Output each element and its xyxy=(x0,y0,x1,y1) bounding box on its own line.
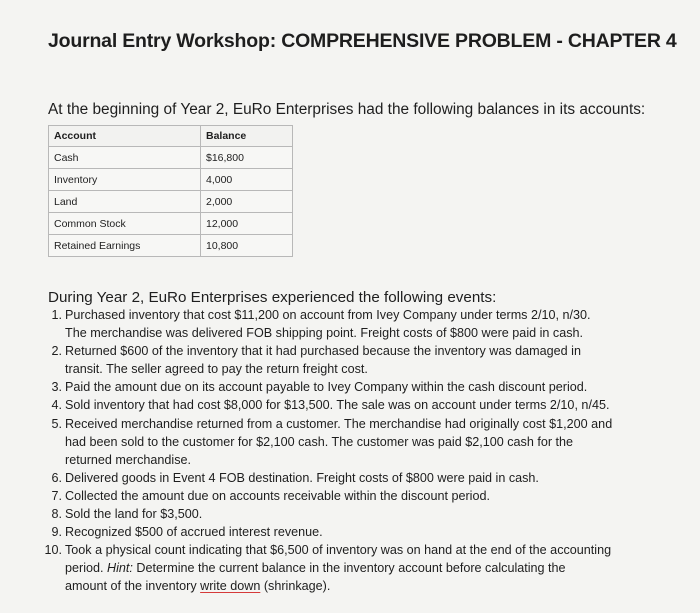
event-line: Collected the amount due on accounts receivable within the discount period. xyxy=(65,488,490,503)
table-row xyxy=(49,147,293,169)
event-line: Delivered goods in Event 4 FOB destination. Freight costs of $800 were paid in cash. xyxy=(65,470,539,485)
event-line: Sold inventory that had cost $8,000 for $13,500. The sale was on account under terms 2/10, n/45. xyxy=(65,398,610,413)
event-line: had been sold to the customer for $2,100 cash. The customer was paid $2,100 cash for the xyxy=(65,434,574,449)
table-row xyxy=(49,191,293,213)
list-item xyxy=(44,378,664,396)
event-text: period. xyxy=(65,561,108,576)
event-line: Recognized $500 of accrued interest revenue. xyxy=(65,525,323,540)
event-line: Returned $600 of the inventory that it had purchased because the inventory was damaged in xyxy=(65,344,581,359)
list-item xyxy=(44,487,664,505)
event-line: Received merchandise returned from a customer. The merchandise had originally cost $1,200 and xyxy=(65,416,613,431)
account-cell: Cash xyxy=(49,147,201,169)
event-line xyxy=(65,559,664,577)
list-item xyxy=(44,306,664,342)
event-line: The merchandise was delivered FOB shipping point. Freight costs of $800 were paid in cash. xyxy=(65,326,584,341)
event-number: 4. xyxy=(51,398,62,413)
event-number: 7. xyxy=(51,488,62,503)
balances-table xyxy=(48,125,293,257)
balance-cell: 4,000 xyxy=(201,169,293,191)
event-number: 3. xyxy=(51,380,62,395)
event-line: Purchased inventory that cost $11,200 on account from Ivey Company under terms 2/10, n/30. xyxy=(65,308,591,322)
events-heading: During Year 2, EuRo Enterprises experienced the following events: xyxy=(48,289,497,306)
event-number: 5. xyxy=(51,416,62,431)
account-header: Account xyxy=(49,126,201,147)
event-text: Determine the current balance in the inventory account before calculating the xyxy=(132,561,566,576)
balance-cell: 2,000 xyxy=(201,191,293,213)
hint-label: Hint: xyxy=(107,561,133,576)
event-text: amount of the inventory xyxy=(65,579,201,594)
list-item xyxy=(44,396,664,414)
event-line: Sold the land for $3,500. xyxy=(65,507,203,522)
event-line: Took a physical count indicating that $6,500 of inventory was on hand at the end of the accounting xyxy=(65,543,612,558)
table-header-row xyxy=(49,126,293,147)
event-line: returned merchandise. xyxy=(65,452,192,467)
events-list xyxy=(44,306,664,596)
intro-text: At the beginning of Year 2, EuRo Enterprises had the following balances in its accounts: xyxy=(48,101,646,118)
list-item xyxy=(44,469,664,487)
event-number: 6. xyxy=(51,470,62,485)
event-line: Paid the amount due on its account payable to Ivey Company within the cash discount period. xyxy=(65,380,588,395)
table-row xyxy=(49,213,293,235)
page-title: Journal Entry Workshop: COMPREHENSIVE PROBLEM - CHAPTER 4 xyxy=(48,30,677,52)
event-text: (shrinkage). xyxy=(260,579,331,594)
account-cell: Common Stock xyxy=(49,213,201,235)
list-item xyxy=(44,541,664,595)
balance-cell: $16,800 xyxy=(201,147,293,169)
event-line xyxy=(65,577,664,595)
table-row xyxy=(49,169,293,191)
event-number: 8. xyxy=(51,507,62,522)
account-cell: Land xyxy=(49,191,201,213)
event-number: 1. xyxy=(51,308,62,322)
write-down-term: write down xyxy=(200,579,261,594)
list-item xyxy=(44,415,664,469)
balance-header: Balance xyxy=(201,126,293,147)
balance-cell: 10,800 xyxy=(201,235,293,257)
table-row xyxy=(49,235,293,257)
event-number: 10. xyxy=(44,543,62,558)
event-number: 9. xyxy=(51,525,62,540)
balance-cell: 12,000 xyxy=(201,213,293,235)
account-cell: Retained Earnings xyxy=(49,235,201,257)
event-number: 2. xyxy=(51,344,62,359)
account-cell: Inventory xyxy=(49,169,201,191)
list-item xyxy=(44,523,664,541)
list-item xyxy=(44,505,664,523)
list-item xyxy=(44,342,664,378)
event-line: transit. The seller agreed to pay the return freight cost. xyxy=(65,362,368,377)
